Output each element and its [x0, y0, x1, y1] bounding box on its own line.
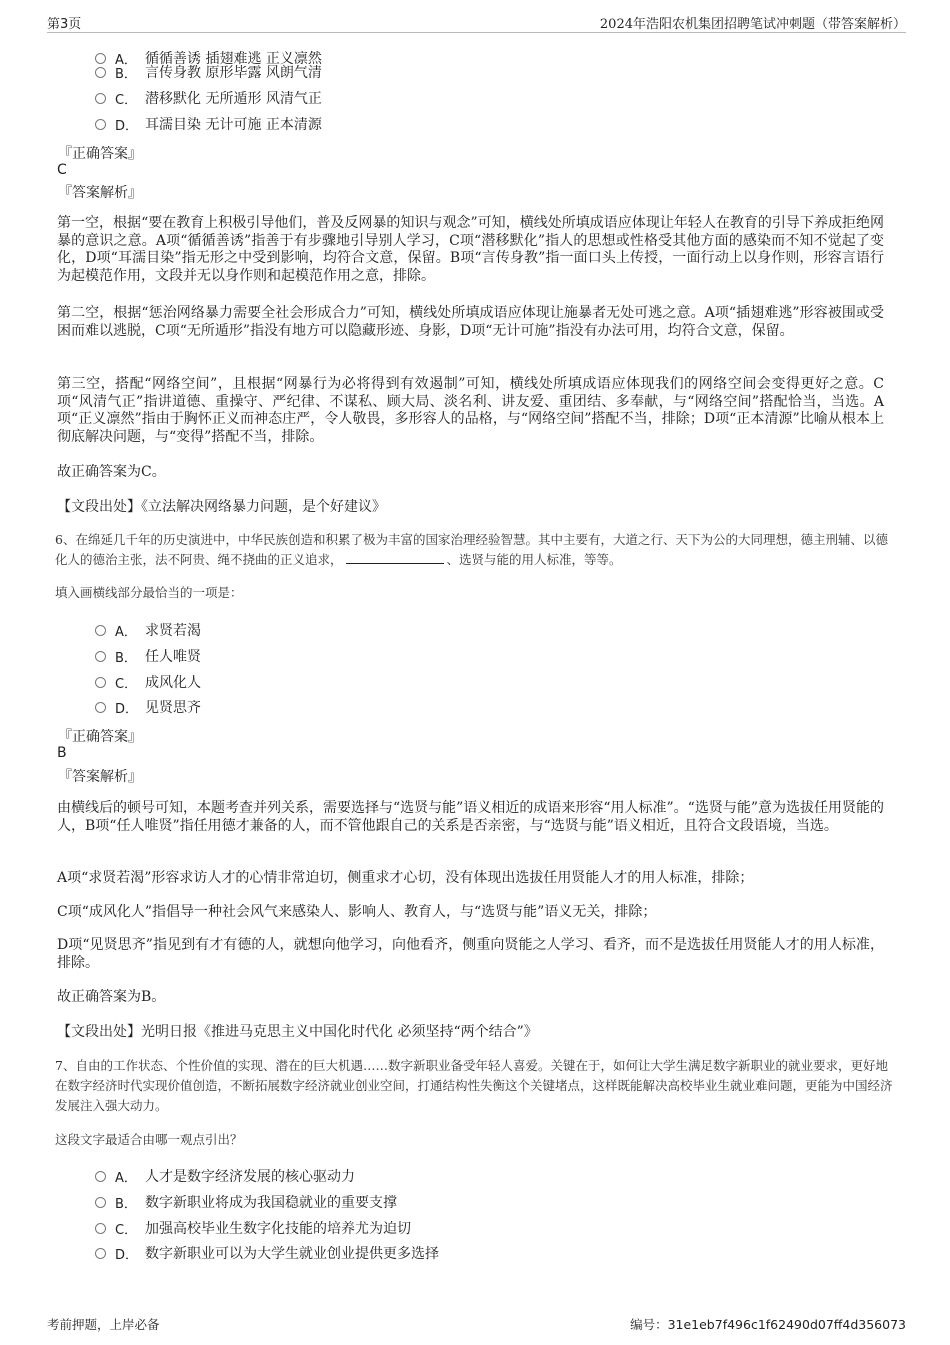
q7-option-b[interactable]: B． 数字新职业将成为我国稳就业的重要支撑	[95, 1192, 397, 1212]
q6-option-a[interactable]: A． 求贤若渴	[95, 620, 201, 640]
radio-icon[interactable]	[95, 625, 106, 636]
q7-option-a[interactable]: A． 人才是数字经济发展的核心驱动力	[95, 1166, 355, 1186]
q5-source: 【文段出处】《立法解决网络暴力问题，是个好建议》	[57, 499, 386, 515]
q6-analysis-paragraph-3: C项“成风化人”指倡导一种社会风气来感染人、影响人、教育人，与“选贤与能”语义无关，排除；	[57, 904, 657, 920]
q5-answer: C	[57, 162, 67, 178]
radio-icon[interactable]	[95, 1197, 106, 1208]
radio-icon[interactable]	[95, 93, 106, 104]
q6-answer-label: 『正确答案』	[58, 729, 142, 745]
radio-icon[interactable]	[95, 1171, 106, 1182]
radio-icon[interactable]	[95, 1223, 106, 1234]
q6-analysis-label: 『答案解析』	[58, 769, 142, 785]
q6-prompt: 填入画横线部分最恰当的一项是：	[55, 585, 243, 600]
q5-option-b[interactable]: B． 言传身教 原形毕露 风朗气清	[95, 62, 322, 82]
q5-analysis-label: 『答案解析』	[58, 185, 142, 201]
q6-option-c[interactable]: C． 成风化人	[95, 672, 201, 692]
q7-option-c[interactable]: C． 加强高校毕业生数字化技能的培养尤为迫切	[95, 1218, 411, 1238]
document-title: 2024年浩阳农机集团招聘笔试冲刺题（带答案解析）	[599, 17, 906, 32]
radio-icon[interactable]	[95, 1248, 106, 1259]
radio-icon[interactable]	[95, 651, 106, 662]
q7-prompt: 这段文字最适合由哪一观点引出？	[55, 1132, 243, 1147]
q6-source: 【文段出处】光明日报《推进马克思主义中国化时代化 必须坚持“两个结合”》	[57, 1024, 538, 1040]
q5-analysis-conclusion: 故正确答案为C。	[57, 464, 166, 480]
page-header	[47, 10, 906, 33]
q6-analysis-conclusion: 故正确答案为B。	[57, 989, 166, 1005]
document-id: 编号：31e1eb7f496c1f62490d07ff4d356073	[630, 1317, 906, 1332]
fill-blank	[346, 551, 444, 564]
q5-analysis-paragraph-2: 第二空，根据“惩治网络暴力需要全社会形成合力”可知，横线处所填成语应体现让施暴者无处可逃之意。A项“插翅难逃”形容被围或受困而难以逃脱，C项“无所遁形”指没有地方可以隐藏形迹、身影，D项“无计可施”指没有办法可用，均符合文意，保留。	[57, 305, 884, 339]
radio-icon[interactable]	[95, 119, 106, 130]
q5-answer-label: 『正确答案』	[58, 146, 142, 162]
page-number: 第3页	[47, 17, 82, 32]
footer-slogan: 考前押题，上岸必备	[47, 1317, 160, 1332]
q6-analysis-paragraph-4: D项“见贤思齐”指见到有才有德的人，就想向他学习，向他看齐，侧重向贤能之人学习、看齐，而不是选拔任用贤能人才的用人标准，排除。	[57, 937, 884, 971]
q6-option-d[interactable]: D． 见贤思齐	[95, 697, 201, 717]
q6-stem: 6、在绵延几千年的历史演进中，中华民族创造和积累了极为丰富的国家治理经验智慧。其中主要有，大道之行、天下为公的大同理想，德主刑辅、以德化人的德治主张，法不阿贵、绳不挠曲的正义追求， 、选贤与能的用人标准，等等。	[55, 532, 888, 567]
q5-analysis-paragraph-1: 第一空，根据“要在教育上积极引导他们，普及反网暴的知识与观念”可知，横线处所填成语应体现让年轻人在教育的引导下养成拒绝网暴的意识之意。A项“循循善诱”指善于有步骤地引导别人学习，C项“潜移默化”指人的思想或性格受其他方面的感染而不知不觉起了变化，D项“耳濡目染”指无形之中受到影响，均符合文意，保留。B项“言传身教”指一面口头上传授，一面行动上以身作则，形容言语行为起模范作用，文段并无以身作则和起模范作用之意，排除。	[57, 215, 884, 284]
q7-option-d[interactable]: D． 数字新职业可以为大学生就业创业提供更多选择	[95, 1243, 439, 1263]
q5-option-d[interactable]: D． 耳濡目染 无计可施 正本清源	[95, 114, 322, 134]
q6-analysis-paragraph-2: A项“求贤若渴”形容求访人才的心情非常迫切，侧重求才心切，没有体现出选拔任用贤能人才的用人标准，排除；	[57, 870, 754, 886]
q7-stem: 7、自由的工作状态、个性价值的实现、潜在的巨大机遇……数字新职业备受年轻人喜爱。关键在于，如何让大学生满足数字新职业的就业要求，更好地在数字经济时代实现价值创造，不断拓展数字经济就业创业空间，打通结构性失衡这个关键堵点，这样既能解决高校毕业生就业难问题，更能为中国经济发展注入强大动力。	[55, 1058, 893, 1113]
radio-icon[interactable]	[95, 67, 106, 78]
radio-icon[interactable]	[95, 702, 106, 713]
q6-option-b[interactable]: B． 任人唯贤	[95, 646, 201, 666]
q5-option-c[interactable]: C． 潜移默化 无所遁形 风清气正	[95, 88, 322, 108]
q5-analysis-paragraph-3: 第三空，搭配“网络空间”，且根据“网暴行为必将得到有效遏制”可知，横线处所填成语应体现我们的网络空间会变得更好之意。C项“风清气正”指讲道德、重操守、严纪律、不谋私、顾大局、淡名利、讲友爱、重团结、多奉献，与“网络空间”搭配恰当，当选。A项“正义凛然”指由于胸怀正义而神态庄严，令人敬畏，多形容人的品格，与“网络空间”搭配不当，排除；D项“正本清源”比喻从根本上彻底解决问题，与“变得”搭配不当，排除。	[57, 376, 884, 445]
radio-icon[interactable]	[95, 677, 106, 688]
q6-answer: B	[57, 745, 67, 761]
q5-option-a[interactable]: A． 循循善诱 插翅难逃 正义凛然	[95, 48, 322, 68]
q6-analysis-paragraph-1: 由横线后的顿号可知，本题考查并列关系，需要选择与“选贤与能”语义相近的成语来形容“用人标准”。“选贤与能”意为选拔任用贤能的人，B项“任人唯贤”指任用德才兼备的人，而不管他跟自己的关系是否亲密，与“选贤与能”语义相近，且符合文段语境，当选。	[57, 800, 884, 834]
